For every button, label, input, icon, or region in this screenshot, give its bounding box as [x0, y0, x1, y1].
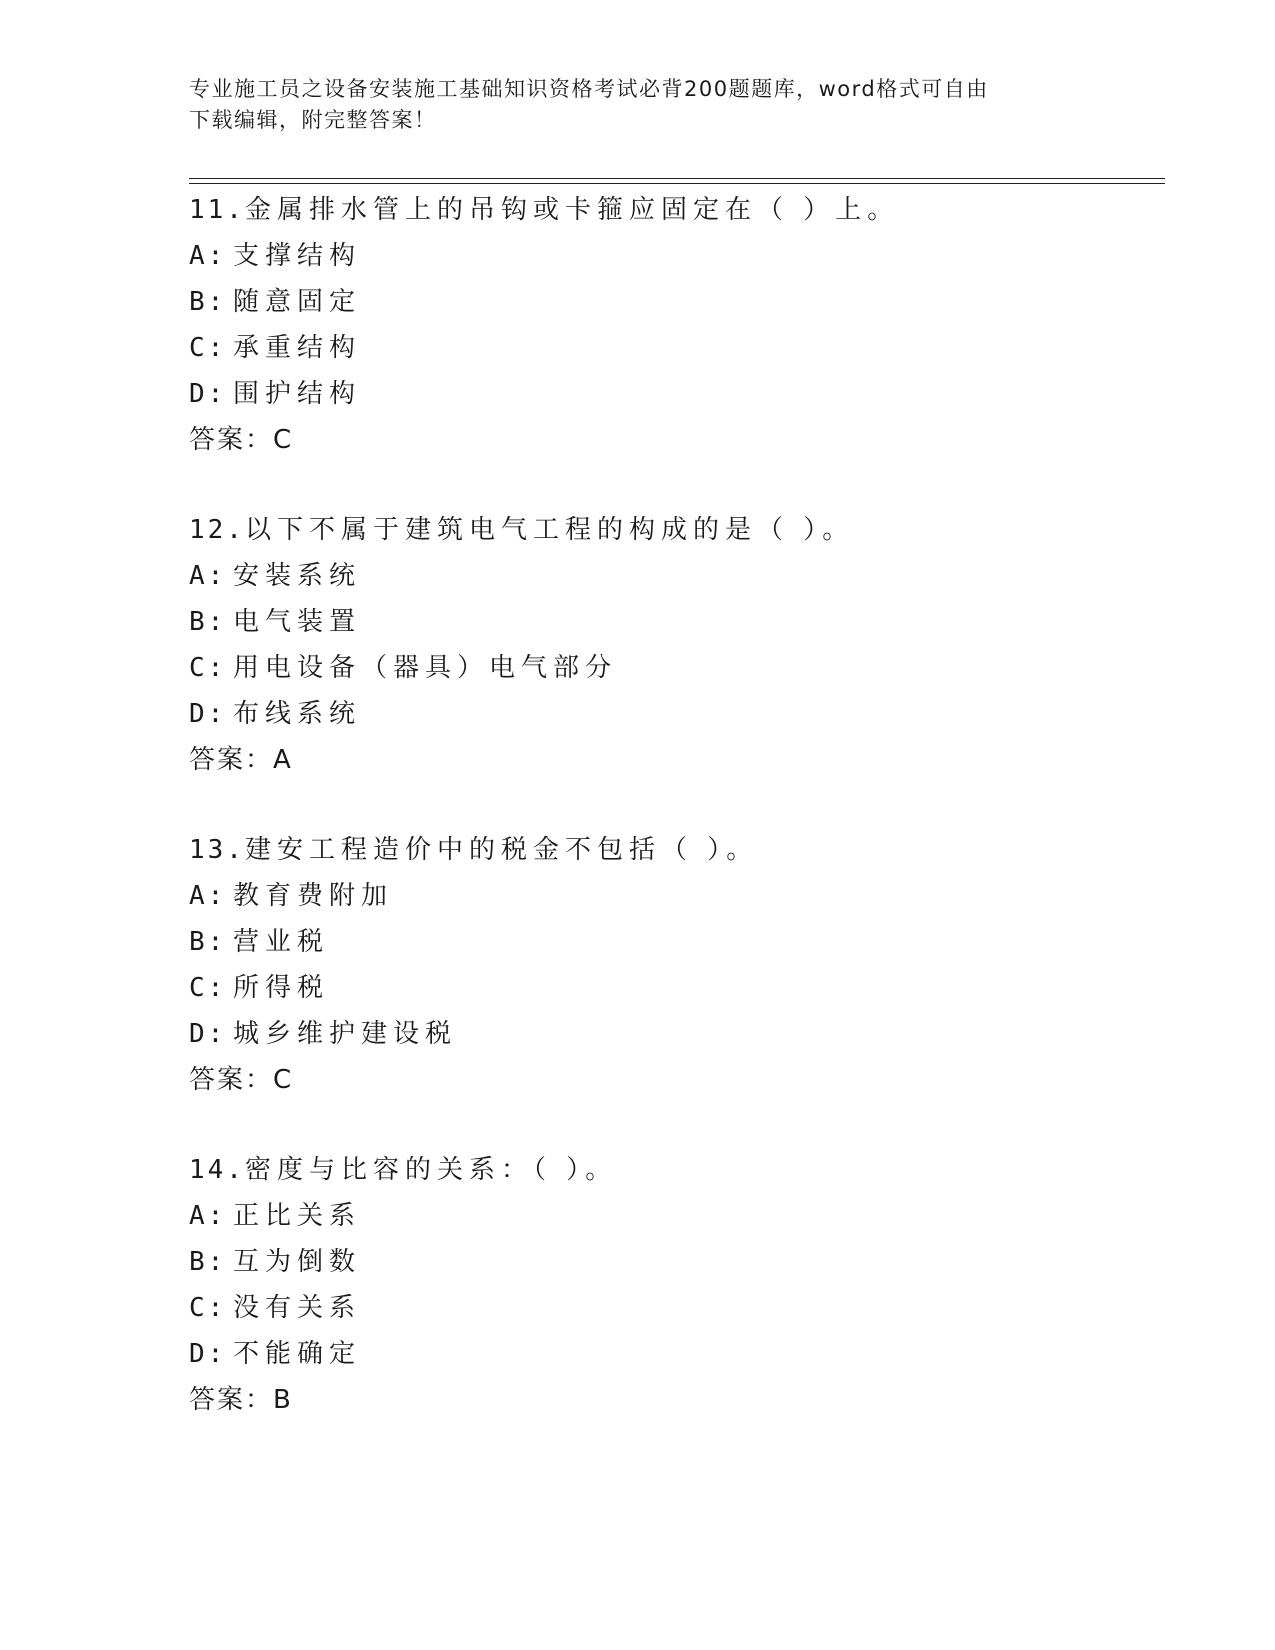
option-key: A:	[189, 881, 227, 911]
question-14	[189, 1147, 1159, 1423]
option-c	[189, 325, 1159, 371]
option-d	[189, 1011, 1159, 1057]
question-text: 以下不属于建筑电气工程的构成的是（ ）。	[244, 515, 855, 545]
option-a	[189, 233, 1159, 279]
option-key: C:	[189, 1293, 227, 1323]
option-text: 用电设备（器具）电气部分	[233, 653, 618, 683]
header-divider-top	[189, 178, 1165, 179]
question-12	[189, 507, 1159, 783]
question-text: 密度与比容的关系：（ ）。	[244, 1155, 618, 1185]
question-text: 建安工程造价中的税金不包括（ ）。	[244, 835, 759, 865]
option-a	[189, 1193, 1159, 1239]
option-text: 布线系统	[233, 699, 362, 729]
option-b	[189, 919, 1159, 965]
option-text: 互为倒数	[233, 1247, 362, 1277]
option-a	[189, 873, 1159, 919]
document-header	[189, 74, 1069, 136]
option-text: 随意固定	[233, 287, 362, 317]
option-b	[189, 279, 1159, 325]
option-c	[189, 1285, 1159, 1331]
option-text: 没有关系	[233, 1293, 362, 1323]
answer-line: 答案：B	[189, 1385, 293, 1415]
option-text: 围护结构	[233, 379, 362, 409]
option-text: 城乡维护建设税	[233, 1019, 458, 1049]
question-number: 11.	[189, 195, 245, 225]
option-key: B:	[189, 1247, 227, 1277]
option-key: C:	[189, 333, 227, 363]
option-text: 承重结构	[233, 333, 362, 363]
option-text: 电气装置	[233, 607, 362, 637]
answer-line: 答案：C	[189, 425, 294, 455]
header-line-1: 专业施工员之设备安装施工基础知识资格考试必背200题题库，word格式可自由	[189, 77, 989, 101]
option-text: 不能确定	[233, 1339, 362, 1369]
option-text: 正比关系	[233, 1201, 362, 1231]
question-stem	[189, 187, 1159, 233]
option-b	[189, 1239, 1159, 1285]
option-key: C:	[189, 973, 227, 1003]
answer-line: 答案：A	[189, 745, 293, 775]
question-stem	[189, 507, 1159, 553]
question-number: 12.	[189, 515, 245, 545]
header-divider-bottom	[189, 183, 1165, 184]
question-number: 14.	[189, 1155, 245, 1185]
option-b	[189, 599, 1159, 645]
option-a	[189, 553, 1159, 599]
option-key: C:	[189, 653, 227, 683]
option-key: B:	[189, 927, 227, 957]
question-stem	[189, 1147, 1159, 1193]
option-d	[189, 691, 1159, 737]
question-text: 金属排水管上的吊钩或卡箍应固定在（ ）上。	[244, 195, 900, 225]
option-key: A:	[189, 241, 227, 271]
option-key: A:	[189, 1201, 227, 1231]
option-c	[189, 965, 1159, 1011]
option-text: 所得税	[233, 973, 330, 1003]
option-d	[189, 1331, 1159, 1377]
question-stem	[189, 827, 1159, 873]
question-13	[189, 827, 1159, 1103]
option-key: D:	[189, 699, 227, 729]
option-key: D:	[189, 1339, 227, 1369]
option-key: B:	[189, 607, 227, 637]
question-number: 13.	[189, 835, 245, 865]
option-key: D:	[189, 1019, 227, 1049]
option-d	[189, 371, 1159, 417]
header-line-2: 下载编辑，附完整答案！	[189, 108, 437, 132]
option-text: 营业税	[233, 927, 330, 957]
answer-line: 答案：C	[189, 1065, 294, 1095]
option-key: D:	[189, 379, 227, 409]
option-text: 安装系统	[233, 561, 362, 591]
question-11	[189, 187, 1159, 463]
option-key: B:	[189, 287, 227, 317]
option-text: 教育费附加	[233, 881, 394, 911]
option-text: 支撑结构	[233, 241, 362, 271]
option-c	[189, 645, 1159, 691]
option-key: A:	[189, 561, 227, 591]
